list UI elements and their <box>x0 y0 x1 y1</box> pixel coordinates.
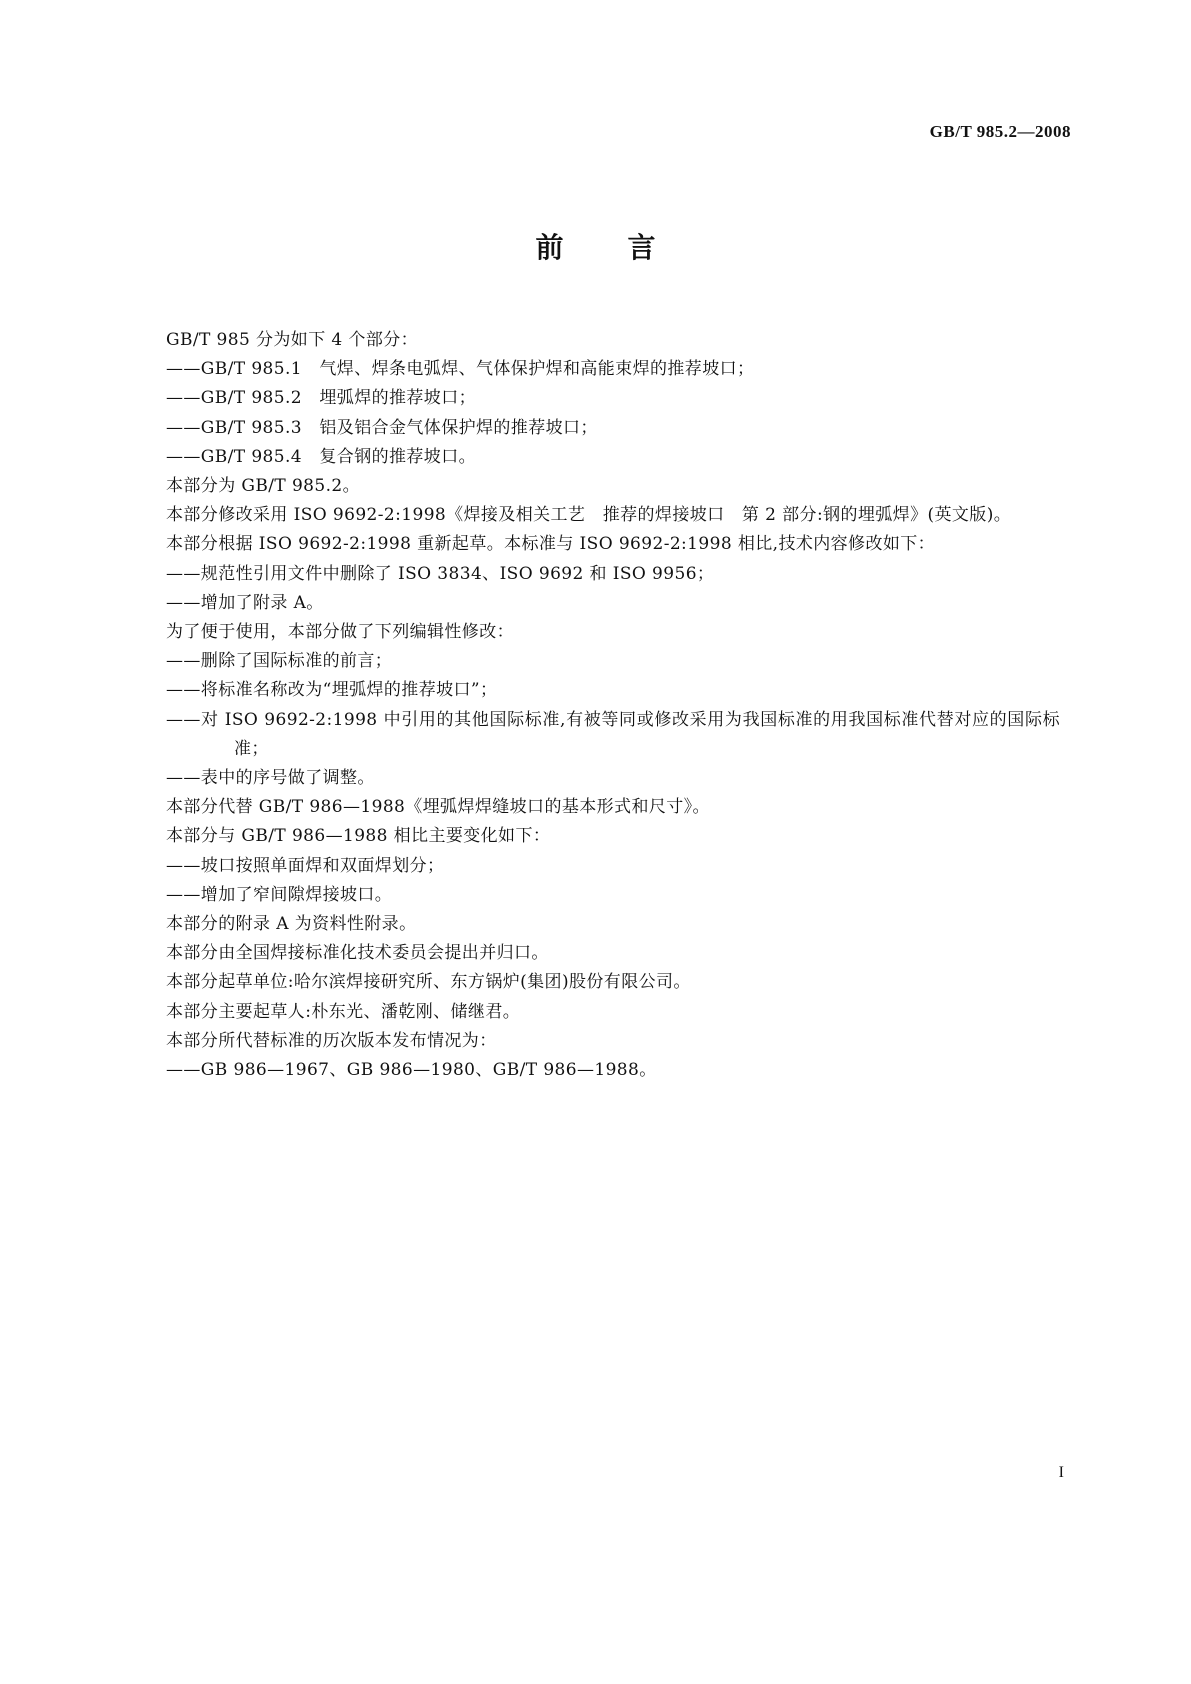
list-item: ——GB/T 985.1 气焊、焊条电弧焊、气体保护焊和高能束焊的推荐坡口； <box>166 359 755 380</box>
paragraph: GB/T 985 分为如下 4 个部分： <box>166 330 419 350</box>
paragraph: 本部分根据 ISO 9692-2:1998 重新起草。本标准与 ISO 9692-2:1998 相比,技术内容修改如下： <box>166 534 936 555</box>
list-item: ——坡口按照单面焊和双面焊划分； <box>166 855 445 876</box>
page-title: 前言 <box>535 231 720 264</box>
paragraph: 本部分的附录 A 为资料性附录。 <box>166 914 417 935</box>
list-item: ——增加了窄间隙焊接坡口。 <box>166 884 393 905</box>
paragraph: 本部分代替 GB/T 986—1988《埋弧焊焊缝坡口的基本形式和尺寸》。 <box>166 797 710 818</box>
page-number: I <box>1058 1464 1064 1481</box>
paragraph: 本部分主要起草人:朴东光、潘乾刚、储继君。 <box>166 1001 521 1022</box>
list-item: ——规范性引用文件中删除了 ISO 3834、ISO 9692 和 ISO 9956； <box>166 563 715 584</box>
list-item: ——将标准名称改为“埋弧焊的推荐坡口”； <box>166 680 498 701</box>
paragraph: 本部分修改采用 ISO 9692-2:1998《焊接及相关工艺 推荐的焊接坡口 第 2 部分:钢的埋弧焊》(英文版)。 <box>166 505 1012 526</box>
list-item: ——对 ISO 9692-2:1998 中引用的其他国际标准,有被等同或修改采用为我国标准的用我国标准代替对应的国际标准； <box>166 709 1060 759</box>
paragraph: 为了便于使用，本部分做了下列编辑性修改： <box>166 622 514 643</box>
foreword-body <box>132 326 1060 1085</box>
list-item: ——GB 986—1967、GB 986—1980、GB/T 986—1988。 <box>166 1060 657 1081</box>
list-item: ——GB/T 985.4 复合钢的推荐坡口。 <box>166 446 477 467</box>
paragraph: 本部分所代替标准的历次版本发布情况为： <box>166 1030 497 1051</box>
list-item: ——表中的序号做了调整。 <box>166 768 375 789</box>
list-item: ——GB/T 985.3 铝及铝合金气体保护焊的推荐坡口； <box>166 417 598 438</box>
paragraph: 本部分由全国焊接标准化技术委员会提出并归口。 <box>166 943 549 964</box>
paragraph: 本部分起草单位:哈尔滨焊接研究所、东方锅炉(集团)股份有限公司。 <box>166 972 691 993</box>
paragraph: 本部分为 GB/T 985.2。 <box>166 476 361 497</box>
list-item: ——删除了国际标准的前言； <box>166 651 393 672</box>
paragraph: 本部分与 GB/T 986—1988 相比主要变化如下： <box>166 826 551 847</box>
list-item: ——增加了附录 A。 <box>166 592 324 613</box>
standard-code: GB/T 985.2—2008 <box>929 122 1071 141</box>
list-item: ——GB/T 985.2 埋弧焊的推荐坡口； <box>166 388 477 409</box>
